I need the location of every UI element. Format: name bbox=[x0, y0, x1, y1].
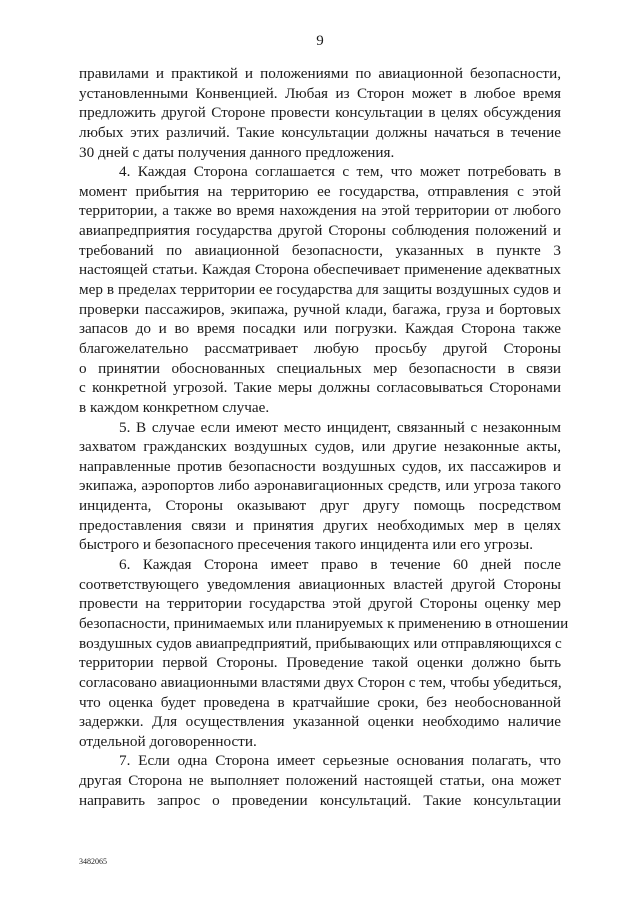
text-line: быстрого и безопасного пресечения такого инцидента или его угрозы. bbox=[79, 536, 534, 554]
text-line: о принятии обоснованных специальных мер безопасности в связи bbox=[79, 359, 561, 377]
text-line: мер в пределах территории ее государства для защиты воздушных судов и bbox=[79, 281, 561, 299]
text-line: территории, а также во время нахождения на этой территории от любого bbox=[79, 202, 561, 220]
text-line: что оценка будет проведена в кратчайшие сроки, без необоснованной bbox=[79, 693, 561, 711]
text-line: экипажа, аэропортов либо аэронавигационных средств, или угроза такого bbox=[79, 477, 561, 495]
paragraph bbox=[79, 555, 569, 751]
text-line: проверки пассажиров, экипажа, ручной клади, багажа, груза и бортовых bbox=[79, 300, 561, 318]
text-line: любых этих различий. Такие консультации должны начаться в течение bbox=[79, 123, 561, 141]
text-line: территории первой Стороны. Проведение такой оценки должно быть bbox=[79, 654, 561, 672]
text-line: направленные против безопасности воздушных судов, их пассажиров и bbox=[79, 457, 561, 475]
text-line: 30 дней с даты получения данного предложения. bbox=[79, 143, 395, 161]
text-line: 5. В случае если имеют место инцидент, связанный с незаконным bbox=[119, 418, 561, 436]
text-line: задержки. Для осуществления указанной оценки необходимо наличие bbox=[79, 713, 561, 731]
text-line: запасов до и во время посадки или погрузки. Каждая Сторона также bbox=[79, 320, 561, 338]
text-line: воздушных судов авиапредприятий, прибывающих или отправляющихся с bbox=[79, 634, 562, 652]
text-line: предоставления связи и принятия других необходимых мер в целях bbox=[79, 516, 561, 534]
text-line: в каждом конкретном случае. bbox=[79, 398, 270, 416]
text-line: установленными Конвенцией. Любая из Сторон может в любое время bbox=[79, 84, 561, 102]
document-code: 3482065 bbox=[79, 857, 107, 866]
text-line: правилами и практикой и положениями по авиационной безопасности, bbox=[79, 65, 561, 82]
text-line: инцидента, Стороны оказывают друг другу помощь посредством bbox=[79, 497, 561, 515]
text-line: захватом гражданских воздушных судов, или другие незаконные акты, bbox=[79, 438, 561, 456]
text-line: момент прибытия на территорию ее государства, отправления с этой bbox=[79, 182, 561, 200]
text-line: 6. Каждая Сторона имеет право в течение 60 дней после bbox=[119, 556, 561, 574]
document-body bbox=[79, 64, 569, 810]
text-line: безопасности, принимаемых или планируемых к применению в отношении bbox=[79, 614, 569, 632]
text-line: отдельной договоренности. bbox=[79, 732, 257, 750]
text-line: настоящей статьи. Каждая Сторона обеспечивает применение адекватных bbox=[79, 261, 561, 279]
text-line: предложить другой Стороне провести консультации в целях обсуждения bbox=[79, 104, 561, 122]
text-line: авиапредприятия государства другой Стороны соблюдения положений и bbox=[79, 222, 561, 240]
page-number: 9 bbox=[316, 33, 324, 49]
text-line: соответствующего уведомления авиационных властей другой Стороны bbox=[79, 575, 561, 593]
text-line: требований по авиационной безопасности, указанных в пункте 3 bbox=[79, 241, 561, 259]
paragraph bbox=[79, 64, 561, 162]
paragraph bbox=[79, 751, 561, 810]
text-line: провести на территории государства этой другой Стороны оценку мер bbox=[79, 595, 561, 613]
text-line: согласовано авиационными властями двух Сторон с тем, чтобы убедиться, bbox=[79, 673, 562, 691]
text-line: благожелательно рассматривает любую просьбу другой Стороны bbox=[79, 339, 561, 357]
paragraph bbox=[79, 418, 561, 555]
text-line: 7. Если одна Сторона имеет серьезные основания полагать, что bbox=[119, 752, 561, 770]
text-line: другая Сторона не выполняет положений настоящей статьи, она может bbox=[79, 772, 561, 790]
text-line: направить запрос о проведении консультаций. Такие консультации bbox=[79, 791, 561, 809]
paragraph bbox=[79, 162, 561, 417]
text-line: 4. Каждая Сторона соглашается с тем, что может потребовать в bbox=[119, 163, 561, 181]
text-line: с конкретной угрозой. Такие меры должны согласовываться Сторонами bbox=[79, 379, 561, 397]
